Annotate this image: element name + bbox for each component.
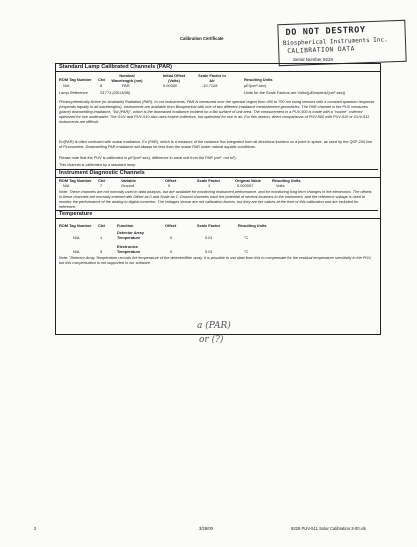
par-row-units: µE/(cm²-sec) xyxy=(244,83,267,88)
serial-number: Serial Number 9228 xyxy=(293,57,334,62)
diag-row-scale: 1 xyxy=(208,183,211,188)
temp-row1-rom: N/A xyxy=(73,235,80,240)
stamp-line-1: DO NOT DESTROY xyxy=(285,25,366,38)
stamp-line-3: CALIBRATION DATA xyxy=(287,45,355,55)
handwritten-note-2: or (?) xyxy=(199,335,224,345)
par-paragraph-4: This channel is calibrated by a standard lamp. xyxy=(59,163,137,167)
diag-col-rom: ROM Tag Number xyxy=(59,178,92,183)
units-note: Units for the Scale Factors are Volts/(µEinsteins/(cm²-sec)) xyxy=(244,90,346,95)
temp-col-scale: Scale Factor xyxy=(197,223,221,228)
temp-row2-offset: 0 xyxy=(170,249,173,254)
temp-col-rom: ROM Tag Number xyxy=(59,223,92,228)
temp-row2-function: Electronics Temperature xyxy=(117,244,141,254)
diag-row-original: 0.000007 xyxy=(237,183,254,188)
par-row-ch: 8 xyxy=(100,83,103,88)
diag-col-units: Resulting Units xyxy=(272,178,301,183)
par-row-offset: 0.00000 xyxy=(163,83,178,88)
temp-row2-scale: 0.01 xyxy=(205,249,213,254)
stamp-line-2: Biospherical Instruments Inc. xyxy=(282,36,388,48)
temp-note: Note: "Detector Array Temperature records the temperature of the detector/filter array. It is possible to use data from this to compensate for the residual temperature sensitivity in the PUV, but this compensation is not supported in our software. xyxy=(59,256,372,265)
par-col-rom: ROM Tag Number xyxy=(59,77,92,82)
footer-filename: 9228 PUV-511 Solar Calibration 3-00.xls xyxy=(291,526,366,531)
diag-col-ch: Ch# xyxy=(98,178,106,183)
footer-date: 3/29/00 xyxy=(199,526,213,531)
par-paragraph-2: Eo(PAR) is often confused with scalar irradiance, Eo (PAR), which is a measure of the radiance flux integrated from all directions incident on a point in space, as used by the QSP-200 line of Fluorometer. Downwelling PAR irradiance will always be less than the scalar PAR under natural aquatic conditions. xyxy=(59,140,373,149)
lamp-reference-label: Lamp Reference xyxy=(59,90,88,95)
par-row-scale: -10.7128 xyxy=(202,83,218,88)
temp-row1-units: °C xyxy=(244,235,249,240)
temp-row2-ch: 3 xyxy=(100,249,103,254)
footer-page-number: 2 xyxy=(34,526,37,531)
par-paragraph-1: Photosynthetically Active (or Available) Radiation (PAR). In our instruments, PAR is measured over the spectral region from 400 to 700 nm using sensors with a constant quantum response (responds equally to all wavelengths). Instruments are available from Biospherical with one of two different irradiance measurement geometries. The PAR channel in the PUV measures (plane) downwelling irradiance, "Ed (PAR)", which is the downward irradiance incident on a flat surface of unit area. The measurement in a PUV-500 is made with a "cosine" collector optimized for use underwater. The GUV and PUV-510 also uses cosine collectors, but optimized for use in air. For this reason, direct comparisons of PUV-500 with PUV-510 or GUV-511 instruments are difficult. xyxy=(59,100,375,124)
diag-note: Note: These channels are not normally used in data analysis, but are available for monitoring instrument performance, and for monitoring long term changes in the electronics. The offsets in these channels are normally entered with Offset as 0 and Scale as 1. Ground channels track the potential of several locations in the instrument, and the reference voltage is used to monitor the performance of the analog to digital convertor. The voltages shown are not calibration factors, but they are the values at the time of this calibration and are included for reference. xyxy=(59,190,372,209)
handwritten-note-1: a (PAR) xyxy=(197,321,231,331)
temp-row2-rom: N/A xyxy=(73,249,80,254)
diag-row-variable: Ground xyxy=(121,183,134,188)
page-title: Calibration Certificate xyxy=(180,36,224,41)
par-col-ch: Ch# xyxy=(98,77,106,82)
temp-row1-offset: 0 xyxy=(170,235,173,240)
diag-section-heading: Instrument Diagnostic Channels xyxy=(56,169,381,178)
diag-row-offset: 0 xyxy=(168,183,171,188)
temp-row2-units: °C xyxy=(244,249,249,254)
diag-col-scale: Scale Factor xyxy=(197,178,221,183)
par-row-rom: N/A xyxy=(63,83,70,88)
diag-col-offset: Offset xyxy=(165,178,177,183)
temp-row1-function: Detector Array Temperature xyxy=(117,230,144,240)
par-paragraph-3: Please note that the PUV is calibrated in µE/(cm²-sec), difference in areal unit from the PAR (cm², not m²). xyxy=(59,156,237,160)
diag-row-units: Volts xyxy=(276,183,285,188)
par-col-scale: Scale Factor In Air xyxy=(198,73,226,83)
temp-col-function: Function xyxy=(117,223,134,228)
par-col-offset: Initial Offset (Volts) xyxy=(162,73,186,83)
diag-row-rom: N/A xyxy=(63,183,70,188)
par-row-wavelength: PAR xyxy=(122,83,130,88)
temp-col-units: Resulting Units xyxy=(238,223,267,228)
diag-col-original: Original Value xyxy=(235,178,261,183)
par-col-units: Resulting Units xyxy=(244,77,273,82)
diag-col-variable: Variable xyxy=(121,178,136,183)
temp-col-ch: Ch# xyxy=(98,223,106,228)
diag-row-ch: 7 xyxy=(100,183,103,188)
temp-col-offset: Offset xyxy=(165,223,177,228)
temp-row1-scale: 0.01 xyxy=(205,235,213,240)
par-col-wavelength: Nominal Wavelength (nm) xyxy=(111,73,143,83)
temp-row1-ch: 1 xyxy=(100,235,103,240)
temp-section-heading: Temperature xyxy=(56,210,381,219)
par-section-heading: Standard Lamp Calibrated Channels (PAR) xyxy=(56,63,381,72)
lamp-reference-value: S1773 (03/13/98) xyxy=(100,90,131,95)
